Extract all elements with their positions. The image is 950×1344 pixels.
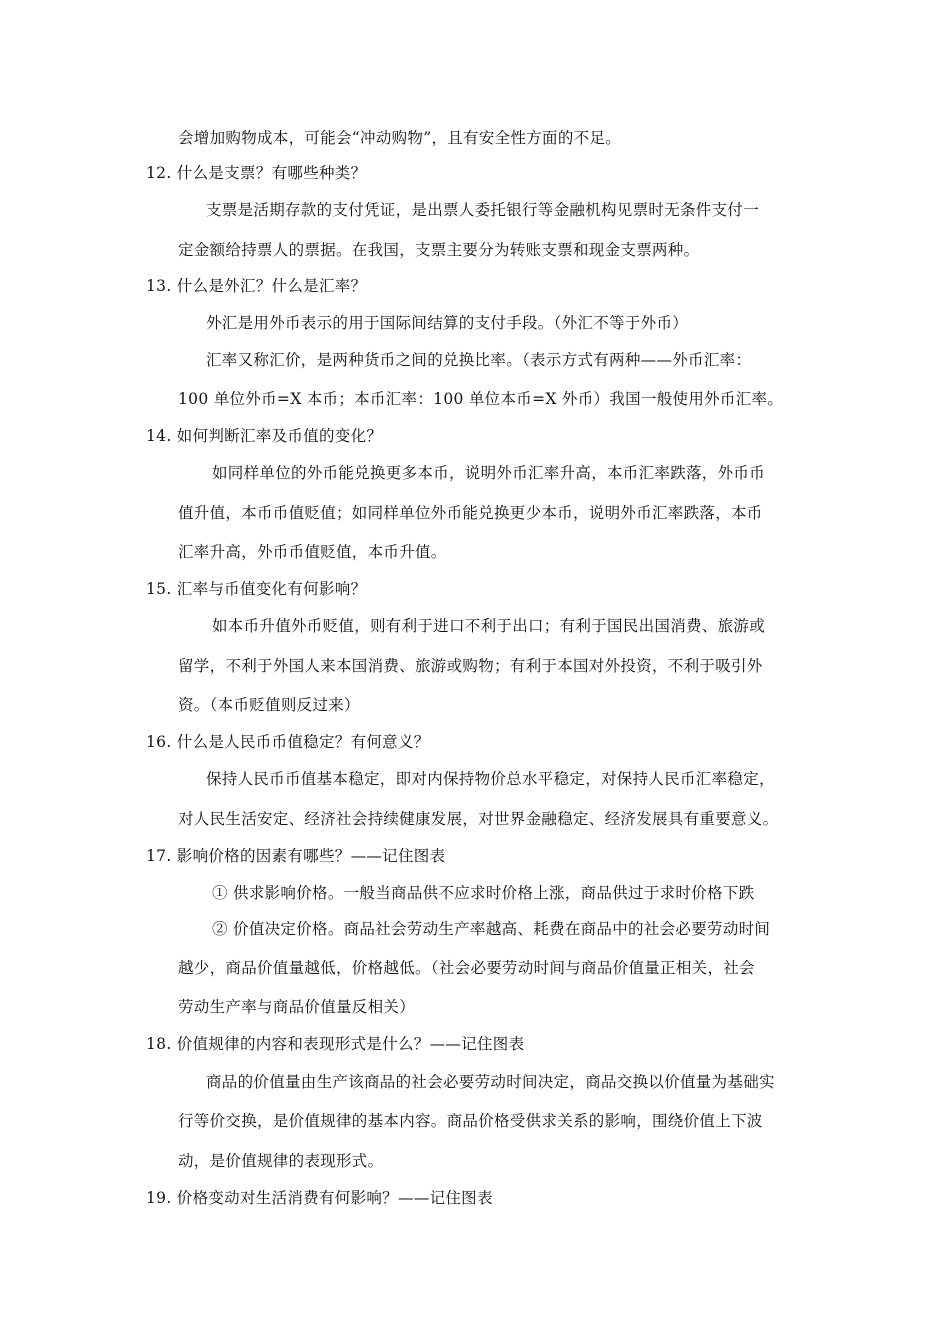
question-heading: 12. 什么是支票？有哪些种类？ xyxy=(146,164,367,182)
paragraph-line: 如本币升值外币贬值，则有利于进口不利于出口；有利于国民出国消费、旅游或 xyxy=(212,617,766,635)
question-heading: 18. 价值规律的内容和表现形式是什么？——记住图表 xyxy=(146,1035,525,1053)
paragraph-line: 资。（本币贬值则反过来） xyxy=(178,696,360,714)
paragraph-line: 越少，商品价值量越低，价格越低。（社会必要劳动时间与商品价值量正相关，社会 xyxy=(178,959,755,977)
paragraph-line: 动，是价值规律的表现形式。 xyxy=(178,1152,384,1170)
paragraph-line: 对人民生活安定、经济社会持续健康发展，对世界金融稳定、经济发展具有重要意义。 xyxy=(178,810,779,828)
paragraph-line: 留学，不利于外国人来本国消费、旅游或购物；有利于本国对外投资，不利于吸引外 xyxy=(178,657,763,675)
question-heading: 13. 什么是外汇？什么是汇率？ xyxy=(146,277,367,295)
paragraph-line: 行等价交换，是价值规律的基本内容。商品价格受供求关系的影响，围绕价值上下波 xyxy=(178,1112,763,1130)
paragraph-line: 外汇是用外币表示的用于国际间结算的支付手段。（外汇不等于外币） xyxy=(206,314,689,332)
paragraph-line: 定金额给持票人的票据。在我国，支票主要分为转账支票和现金支票两种。 xyxy=(178,241,700,259)
paragraph-line: 100 单位外币=X 本币；本币汇率：100 单位本币=X 外币）我国一般使用外币汇率。 xyxy=(178,390,784,408)
paragraph-line: 支票是活期存款的支付凭证，是出票人委托银行等金融机构见票时无条件支付一 xyxy=(206,201,760,219)
paragraph-line: 汇率又称汇价，是两种货币之间的兑换比率。（表示方式有两种——外币汇率： xyxy=(206,351,752,369)
paragraph-line: 汇率升高，外币币值贬值，本币升值。 xyxy=(178,543,447,561)
paragraph-line: 保持人民币币值基本稳定，即对内保持物价总水平稳定，对保持人民币汇率稳定， xyxy=(206,770,775,788)
list-item: ① 供求影响价格。一般当商品供不应求时价格上涨，商品供过于求时价格下跌 xyxy=(212,884,755,902)
question-heading: 19. 价格变动对生活消费有何影响？——记住图表 xyxy=(146,1189,493,1207)
question-heading: 17. 影响价格的因素有哪些？——记住图表 xyxy=(146,847,446,865)
paragraph-line: 商品的价值量由生产该商品的社会必要劳动时间决定，商品交换以价值量为基础实 xyxy=(206,1073,775,1091)
question-heading: 14. 如何判断汇率及币值的变化？ xyxy=(146,427,383,445)
question-heading: 15. 汇率与币值变化有何影响？ xyxy=(146,580,367,598)
paragraph-line: 值升值，本币币值贬值；如同样单位外币能兑换更少本币，说明外币汇率跌落，本币 xyxy=(178,504,763,522)
paragraph-line: 会增加购物成本，可能会“冲动购物”，且有安全性方面的不足。 xyxy=(178,129,622,147)
paragraph-line: 劳动生产率与商品价值量反相关） xyxy=(178,998,416,1016)
question-heading: 16. 什么是人民币币值稳定？有何意义？ xyxy=(146,733,430,751)
list-item: ② 价值决定价格。商品社会劳动生产率越高、耗费在商品中的社会必要劳动时间 xyxy=(212,920,771,938)
paragraph-line: 如同样单位的外币能兑换更多本币，说明外币汇率升高，本币汇率跌落，外币币 xyxy=(212,464,766,482)
